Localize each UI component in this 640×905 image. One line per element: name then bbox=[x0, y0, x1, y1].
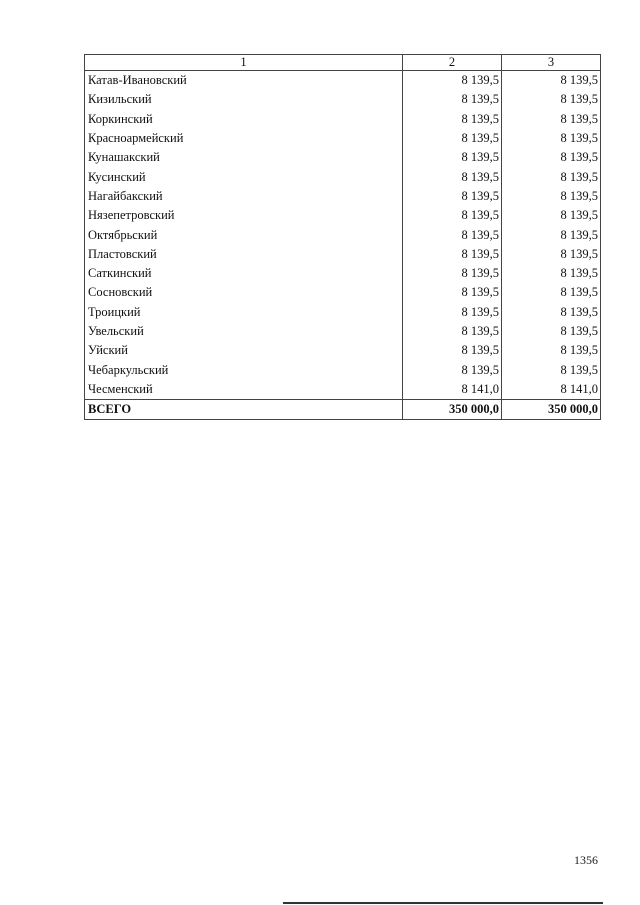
value-col-2: 8 139,5 bbox=[403, 225, 502, 244]
value-col-3: 8 139,5 bbox=[502, 341, 601, 360]
value-col-3: 8 139,5 bbox=[502, 187, 601, 206]
district-name: Пластовский bbox=[85, 245, 403, 264]
value-col-2: 8 139,5 bbox=[403, 264, 502, 283]
table-row bbox=[85, 225, 601, 244]
table-row bbox=[85, 206, 601, 225]
district-name: Чесменский bbox=[85, 380, 403, 400]
header-col-1: 1 bbox=[85, 55, 403, 71]
value-col-3: 8 139,5 bbox=[502, 206, 601, 225]
value-col-3: 8 139,5 bbox=[502, 129, 601, 148]
district-name: Саткинский bbox=[85, 264, 403, 283]
district-name: Увельский bbox=[85, 322, 403, 341]
value-col-2: 8 139,5 bbox=[403, 303, 502, 322]
district-name: Катав-Ивановский bbox=[85, 71, 403, 91]
district-name: Нязепетровский bbox=[85, 206, 403, 225]
value-col-3: 8 139,5 bbox=[502, 167, 601, 186]
district-name: Нагайбакский bbox=[85, 187, 403, 206]
table-row bbox=[85, 245, 601, 264]
district-name: Кизильский bbox=[85, 90, 403, 109]
header-col-2: 2 bbox=[403, 55, 502, 71]
value-col-3: 8 139,5 bbox=[502, 148, 601, 167]
table-row bbox=[85, 322, 601, 341]
value-col-2: 8 139,5 bbox=[403, 71, 502, 91]
value-col-3: 8 141,0 bbox=[502, 380, 601, 400]
total-col-3: 350 000,0 bbox=[502, 400, 601, 420]
value-col-2: 8 139,5 bbox=[403, 90, 502, 109]
value-col-2: 8 139,5 bbox=[403, 129, 502, 148]
value-col-3: 8 139,5 bbox=[502, 360, 601, 379]
value-col-2: 8 139,5 bbox=[403, 187, 502, 206]
footer-rule bbox=[283, 902, 603, 904]
value-col-2: 8 139,5 bbox=[403, 283, 502, 302]
total-label: ВСЕГО bbox=[85, 400, 403, 420]
page-number: 1356 bbox=[574, 853, 598, 867]
table-row bbox=[85, 303, 601, 322]
header-row bbox=[85, 55, 601, 71]
value-col-3: 8 139,5 bbox=[502, 90, 601, 109]
total-col-2: 350 000,0 bbox=[403, 400, 502, 420]
value-col-2: 8 139,5 bbox=[403, 322, 502, 341]
value-col-2: 8 139,5 bbox=[403, 206, 502, 225]
value-col-2: 8 139,5 bbox=[403, 167, 502, 186]
district-name: Троицкий bbox=[85, 303, 403, 322]
table-row bbox=[85, 90, 601, 109]
table-row bbox=[85, 110, 601, 129]
value-col-3: 8 139,5 bbox=[502, 264, 601, 283]
total-row bbox=[85, 400, 601, 420]
value-col-3: 8 139,5 bbox=[502, 283, 601, 302]
table-row bbox=[85, 264, 601, 283]
header-col-3: 3 bbox=[502, 55, 601, 71]
value-col-3: 8 139,5 bbox=[502, 245, 601, 264]
table-row bbox=[85, 187, 601, 206]
table-row bbox=[85, 167, 601, 186]
table-row bbox=[85, 360, 601, 379]
allocation-table bbox=[84, 54, 601, 420]
value-col-3: 8 139,5 bbox=[502, 71, 601, 91]
table-row bbox=[85, 129, 601, 148]
value-col-3: 8 139,5 bbox=[502, 303, 601, 322]
table-row bbox=[85, 380, 601, 400]
district-name: Октябрьский bbox=[85, 225, 403, 244]
value-col-2: 8 141,0 bbox=[403, 380, 502, 400]
district-name: Чебаркульский bbox=[85, 360, 403, 379]
value-col-2: 8 139,5 bbox=[403, 148, 502, 167]
value-col-3: 8 139,5 bbox=[502, 225, 601, 244]
table-body bbox=[85, 71, 601, 420]
value-col-3: 8 139,5 bbox=[502, 110, 601, 129]
table-row bbox=[85, 71, 601, 91]
district-name: Коркинский bbox=[85, 110, 403, 129]
table-row bbox=[85, 341, 601, 360]
table-row bbox=[85, 148, 601, 167]
district-name: Кусинский bbox=[85, 167, 403, 186]
table-row bbox=[85, 283, 601, 302]
value-col-2: 8 139,5 bbox=[403, 360, 502, 379]
value-col-2: 8 139,5 bbox=[403, 245, 502, 264]
value-col-2: 8 139,5 bbox=[403, 110, 502, 129]
value-col-2: 8 139,5 bbox=[403, 341, 502, 360]
district-name: Кунашакский bbox=[85, 148, 403, 167]
district-name: Красноармейский bbox=[85, 129, 403, 148]
value-col-3: 8 139,5 bbox=[502, 322, 601, 341]
district-name: Сосновский bbox=[85, 283, 403, 302]
district-name: Уйский bbox=[85, 341, 403, 360]
